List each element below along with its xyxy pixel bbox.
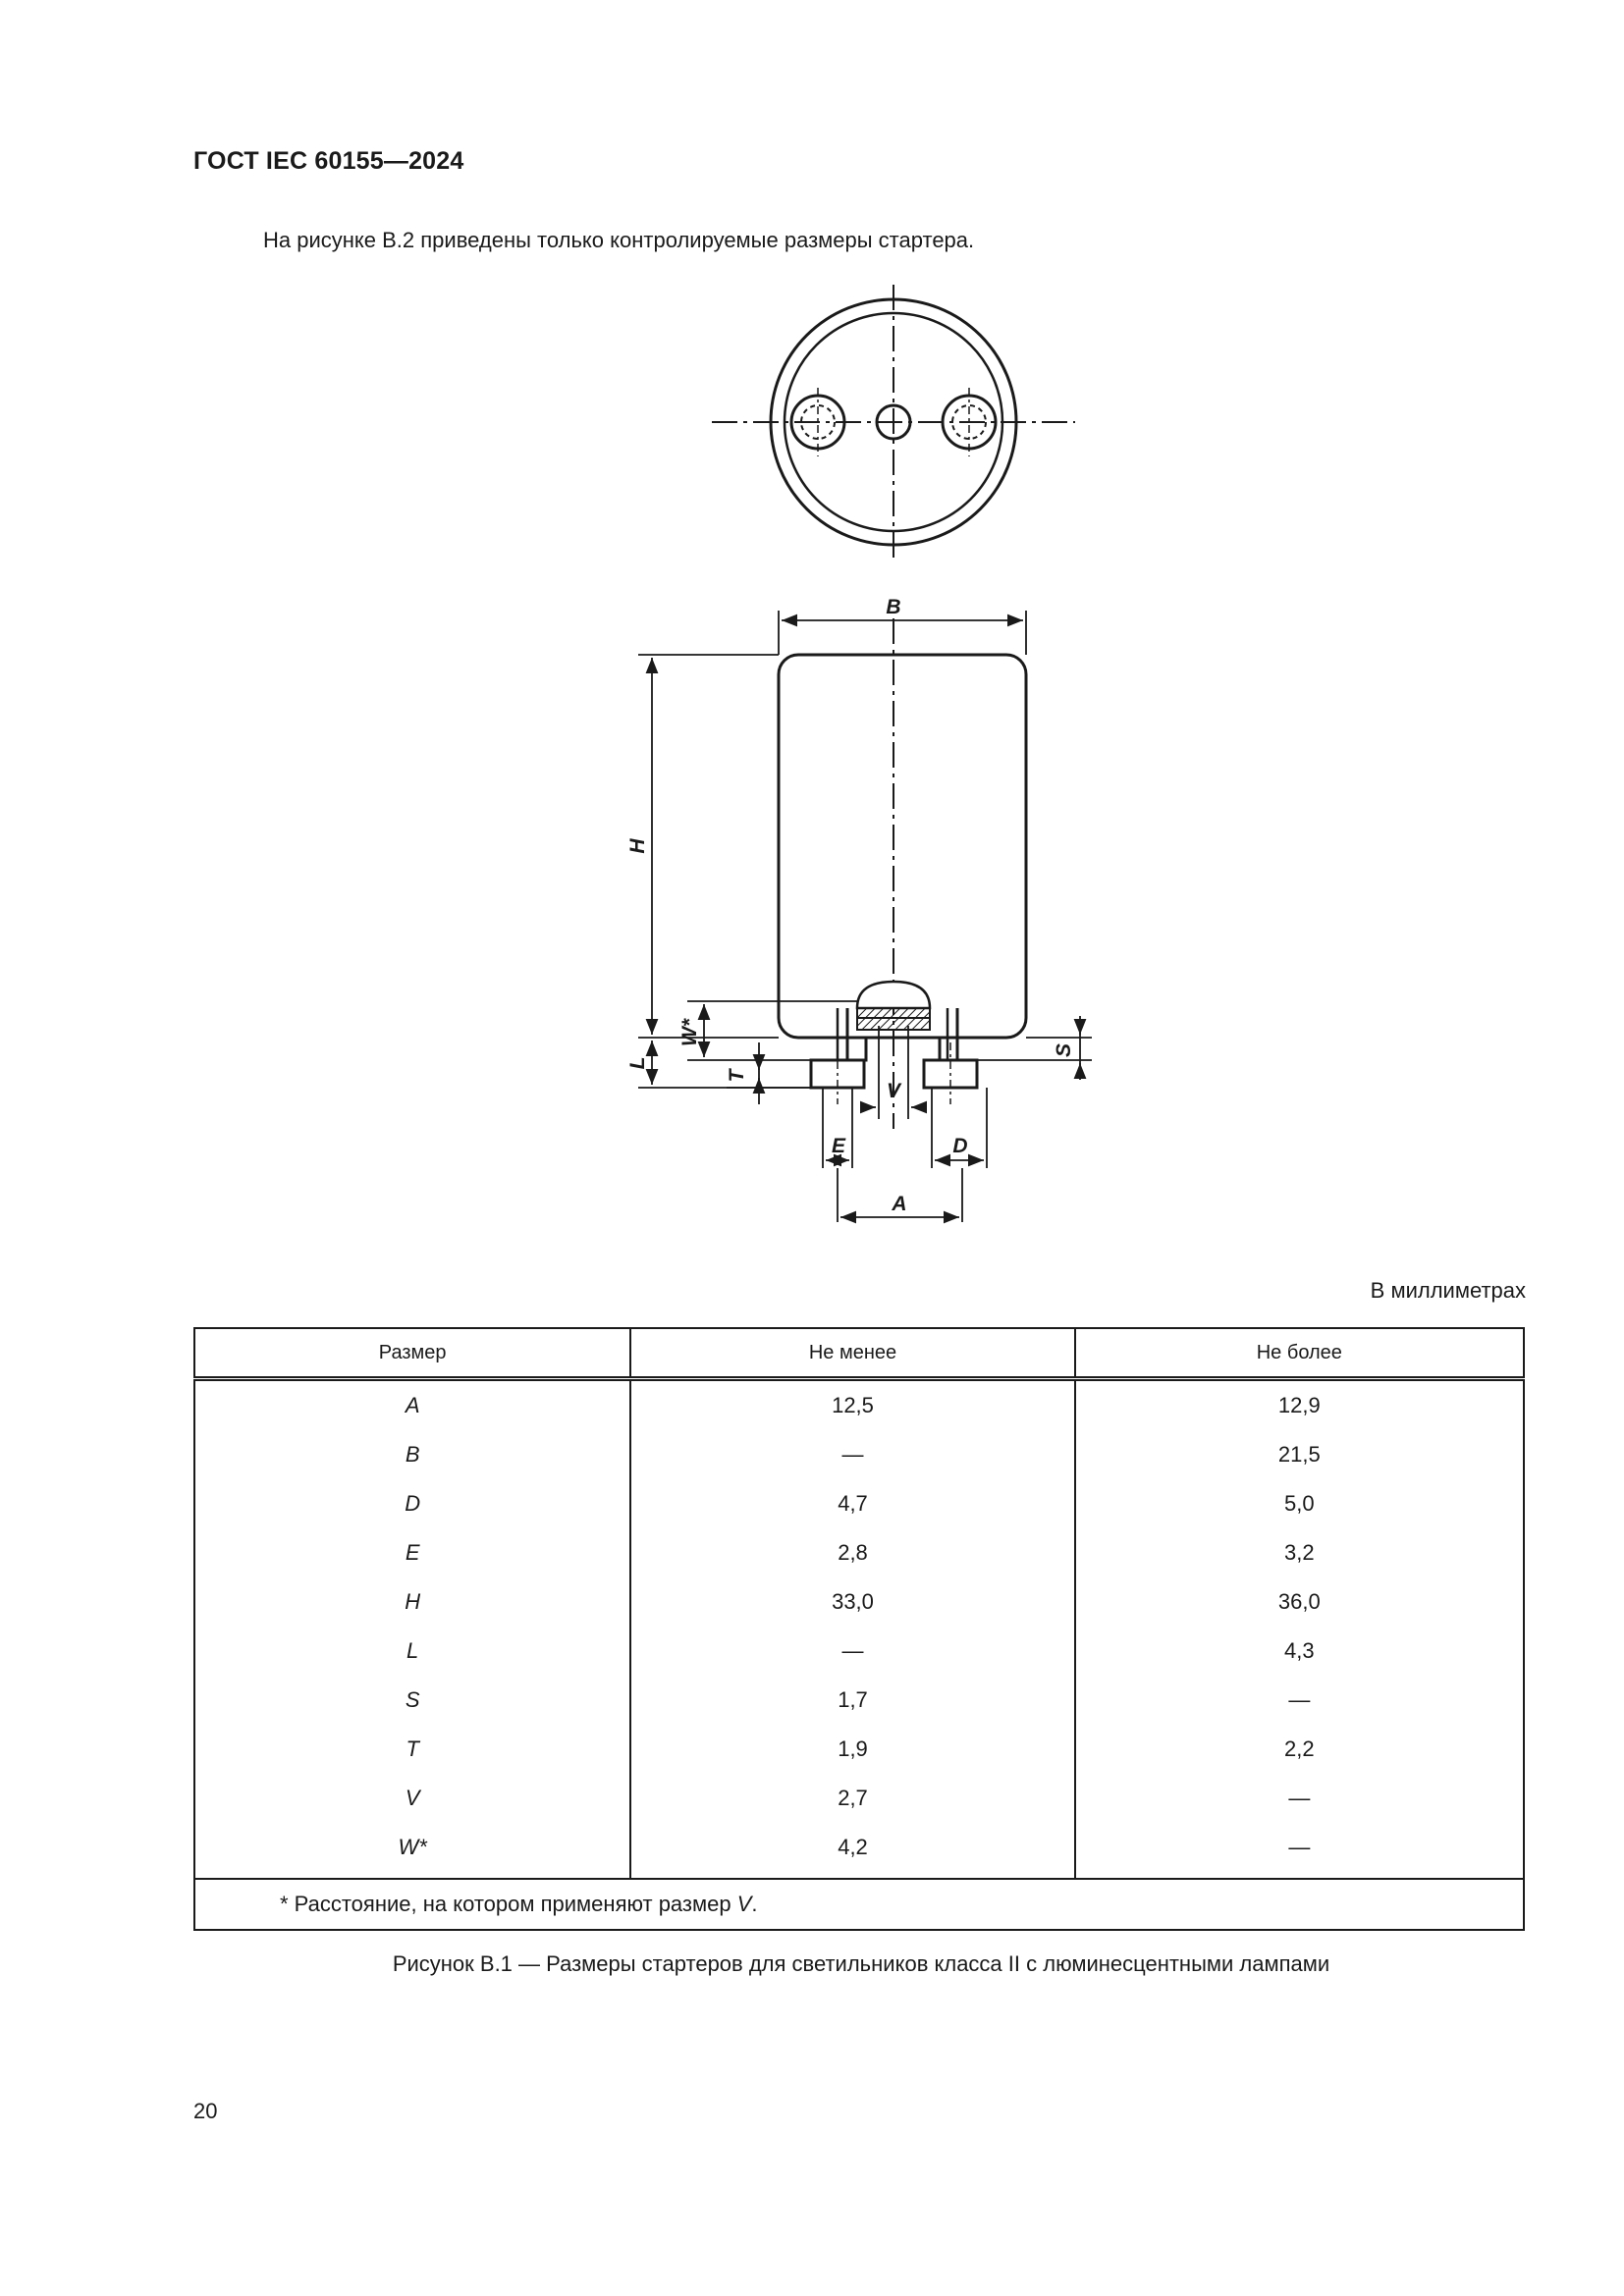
units-note: В миллиметрах — [1370, 1278, 1526, 1303]
cell-max: 12,9 — [1075, 1379, 1524, 1431]
cell-min: 1,9 — [630, 1725, 1074, 1774]
table-header-row — [194, 1328, 1524, 1379]
cell-min: 4,2 — [630, 1823, 1074, 1879]
dimension-labels — [626, 596, 1075, 1215]
cell-size: W* — [194, 1823, 630, 1879]
label-t: T — [726, 1069, 748, 1083]
dimensions-table — [193, 1327, 1525, 1931]
footnote-suffix: . — [751, 1892, 758, 1916]
document-header: ГОСТ IEC 60155—2024 — [193, 147, 464, 175]
table-row — [194, 1528, 1524, 1577]
cell-size: S — [194, 1676, 630, 1725]
cell-max: 3,2 — [1075, 1528, 1524, 1577]
cell-size: D — [194, 1479, 630, 1528]
cell-size: L — [194, 1627, 630, 1676]
label-h: H — [626, 838, 649, 854]
cell-min: 1,7 — [630, 1676, 1074, 1725]
table-row — [194, 1725, 1524, 1774]
cell-size: H — [194, 1577, 630, 1627]
label-a: A — [892, 1193, 907, 1215]
cell-max: 21,5 — [1075, 1430, 1524, 1479]
table-row — [194, 1379, 1524, 1431]
table-footnote-row — [194, 1879, 1524, 1930]
cell-size: T — [194, 1725, 630, 1774]
label-s: S — [1053, 1042, 1075, 1058]
cell-min: 4,7 — [630, 1479, 1074, 1528]
cell-min: 12,5 — [630, 1379, 1074, 1431]
cell-size: V — [194, 1774, 630, 1823]
table-row — [194, 1479, 1524, 1528]
page-number: 20 — [193, 2099, 218, 2123]
label-b: B — [886, 596, 901, 618]
cell-max: 5,0 — [1075, 1479, 1524, 1528]
cell-max: — — [1075, 1676, 1524, 1725]
cell-max: — — [1075, 1774, 1524, 1823]
table-row — [194, 1774, 1524, 1823]
cell-max: 4,3 — [1075, 1627, 1524, 1676]
label-v: V — [886, 1080, 901, 1102]
cell-max: 36,0 — [1075, 1577, 1524, 1627]
table-row — [194, 1676, 1524, 1725]
figure-caption: Рисунок В.1 — Размеры стартеров для светильников класса II с люминесцентными лампами — [392, 1951, 1330, 1976]
cell-min: 2,7 — [630, 1774, 1074, 1823]
label-e: E — [831, 1135, 846, 1157]
table-row — [194, 1577, 1524, 1627]
table-row — [194, 1823, 1524, 1879]
cell-min: 2,8 — [630, 1528, 1074, 1577]
cell-size: A — [194, 1379, 630, 1431]
column-header-size: Размер — [194, 1328, 630, 1379]
cell-min: 33,0 — [630, 1577, 1074, 1627]
column-header-min: Не менее — [630, 1328, 1074, 1379]
dimension-lines — [638, 611, 1092, 1222]
table-footnote — [194, 1879, 1524, 1930]
table-row — [194, 1430, 1524, 1479]
footnote-prefix: * Расстояние, на котором применяют размер — [280, 1892, 737, 1916]
cell-max: — — [1075, 1823, 1524, 1879]
column-header-max: Не более — [1075, 1328, 1524, 1379]
label-d: D — [952, 1135, 968, 1157]
label-w: W* — [678, 1019, 701, 1046]
cell-min: — — [630, 1627, 1074, 1676]
table-row — [194, 1627, 1524, 1676]
label-l: L — [626, 1056, 649, 1070]
top-view — [712, 285, 1075, 560]
cell-size: E — [194, 1528, 630, 1577]
side-view — [779, 618, 1026, 1129]
cell-size: B — [194, 1430, 630, 1479]
intro-text: На рисунке В.2 приведены только контролируемые размеры стартера. — [263, 228, 975, 252]
cell-min: — — [630, 1430, 1074, 1479]
footnote-symbol: V — [736, 1892, 752, 1916]
cell-max: 2,2 — [1075, 1725, 1524, 1774]
